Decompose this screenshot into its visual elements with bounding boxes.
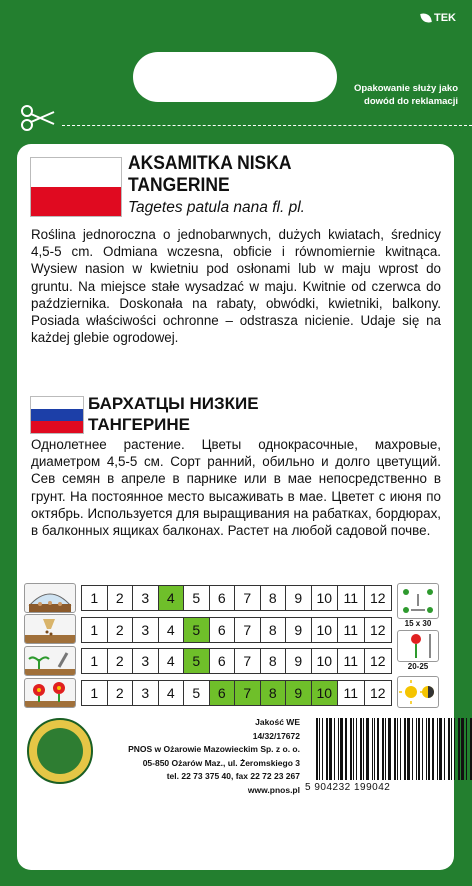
plant-height-icon	[397, 630, 439, 662]
month-cell: 6	[210, 649, 236, 673]
barcode-bar	[448, 718, 450, 780]
month-cell: 3	[133, 649, 159, 673]
transplanting-icon	[24, 646, 76, 676]
month-cell: 11	[338, 618, 365, 642]
brand-mark	[421, 12, 456, 24]
barcode-bar	[437, 718, 438, 780]
barcode-bar	[404, 718, 406, 780]
month-cell: 1	[82, 618, 108, 642]
barcode-bar	[412, 718, 413, 780]
month-cell: 3	[133, 681, 159, 705]
barcode-bar	[418, 718, 420, 780]
barcode-bar	[426, 718, 427, 780]
month-cell: 5	[184, 586, 210, 610]
month-cell: 1	[82, 586, 108, 610]
barcode-bar	[444, 718, 445, 780]
barcode-bar	[407, 718, 410, 780]
barcode-bar	[316, 718, 318, 780]
barcode-bar	[322, 718, 323, 780]
cut-line	[62, 125, 472, 126]
month-cell: 4	[159, 649, 185, 673]
month-cell: 2	[108, 586, 134, 610]
company-website: www.pnos.pl	[247, 784, 300, 795]
barcode-bar	[416, 718, 417, 780]
month-cell: 12	[369, 622, 386, 638]
month-cell: 12	[369, 685, 386, 701]
month-cell: 2	[108, 681, 134, 705]
barcode-bar	[466, 718, 467, 780]
month-cell: 4	[159, 586, 185, 610]
spacing-icon	[397, 583, 439, 619]
pnos-logo	[27, 718, 93, 784]
month-cell: 7	[235, 681, 261, 705]
calendar-row	[81, 648, 392, 674]
barcode-bar	[422, 718, 423, 780]
russian-flag-icon	[30, 396, 84, 434]
month-cell: 2	[108, 649, 134, 673]
barcode-bar	[397, 718, 398, 780]
month-cell: 9	[286, 586, 312, 610]
registration-code: 14/32/17672	[252, 730, 300, 741]
calendar-row	[81, 680, 392, 706]
company-phone: tel. 22 73 375 40, fax 22 72 23 267	[166, 771, 300, 781]
month-cell: 12	[369, 653, 386, 669]
barcode-bar	[334, 718, 335, 780]
barcode-bar	[454, 718, 455, 780]
month-cell: 3	[133, 586, 159, 610]
barcode-bar	[350, 718, 352, 780]
barcode-bar	[377, 718, 379, 780]
month-cell: 1	[82, 681, 108, 705]
scissors-icon	[20, 104, 56, 132]
plant-height-label: 20-25	[407, 662, 429, 671]
quality-mark: Jakość WE	[255, 717, 300, 727]
month-cell: 6	[210, 586, 236, 610]
month-cell: 9	[286, 618, 312, 642]
month-cell: 2	[108, 618, 134, 642]
barcode-bar	[360, 718, 362, 780]
barcode-bar	[382, 718, 384, 780]
company-name: PNOS w Ożarowie Mazowieckim Sp. z o. o.	[128, 744, 300, 754]
month-cell: 7	[235, 618, 261, 642]
barcode-bar	[388, 718, 391, 780]
polish-flag-icon	[30, 157, 122, 217]
barcode-bar	[400, 718, 401, 780]
russian-title	[88, 393, 259, 435]
month-cell: 8	[261, 618, 287, 642]
month-cell: 5	[184, 618, 210, 642]
russian-description: Однолетнее растение. Цветы однокрасочные, махровые, диаметром 4,5-5 см. Сорт ранний, обильно и долго цветущий. Сев семян в апреле в парнике или в мае непосредственно в грунт. На постоянное место высаживать в мае. Цветет с июня по октябрь. Используется для выращивания на рабатках, бордюрах, в балконных ящиках балконах. Растет на любой садовой почве.	[31, 437, 441, 539]
brand-text: TEK	[434, 12, 456, 24]
month-cell: 8	[261, 681, 287, 705]
month-cell: 10	[312, 649, 339, 673]
barcode-bar	[428, 718, 430, 780]
barcode-bar	[326, 718, 328, 780]
month-cell: 11	[338, 649, 365, 673]
barcode-bar	[461, 718, 464, 780]
russian-title-line1: БАРХАТЦЫ НИЗКИЕ	[88, 394, 259, 413]
month-cell: 12	[369, 590, 386, 606]
barcode-bar	[374, 718, 375, 780]
barcode-bar	[319, 718, 320, 780]
polish-title-line2: TANGERINE	[128, 175, 230, 196]
barcode-bar	[439, 718, 442, 780]
barcode-bar	[366, 718, 369, 780]
barcode-bar	[329, 718, 332, 780]
month-cell: 7	[235, 586, 261, 610]
polish-description: Roślina jednoroczna o jednobarwnych, dużych kwiatach, średnicy 4,5-5 cm. Odmiana wczesna, obficie i równomiernie kwitnąca. Wysiew nasion w kwietniu pod osłonami lub w maju wprost do gruntu. Na miejsce stałe wysadzać w maju. Kwitnie od czerwca do października. Doskonała na rabaty, obwódki, kwietniki, balkony. Posiada właściwości ochronne – odstrasza nicienie. Udaje się na każdej glebie ogrodowej.	[31, 227, 441, 346]
barcode-bar	[340, 718, 343, 780]
russian-title-line2: ТАНГЕРИНЕ	[88, 415, 191, 434]
sun-exposure-icon	[397, 676, 439, 708]
hanging-hole	[133, 52, 337, 102]
month-cell: 10	[312, 586, 339, 610]
polish-title-line1: AKSAMITKA NISKA	[128, 153, 292, 174]
month-cell: 10	[312, 618, 339, 642]
leaf-icon	[420, 12, 432, 24]
month-cell: 9	[286, 681, 312, 705]
latin-name: Tagetes patula nana fl. pl.	[128, 199, 305, 216]
complaint-note: Opakowanie służy jako dowód do reklamacji	[353, 83, 458, 107]
month-cell: 10	[312, 681, 339, 705]
barcode-number: 5 904232 199042	[305, 782, 391, 793]
calendar-row	[81, 585, 392, 611]
month-cell: 4	[159, 618, 185, 642]
barcode-bar	[363, 718, 364, 780]
barcode-bar	[394, 718, 396, 780]
barcode-bar	[345, 718, 347, 780]
barcode-bar	[338, 718, 339, 780]
month-cell: 5	[184, 681, 210, 705]
greenhouse-sowing-icon	[24, 583, 76, 613]
month-cell: 6	[210, 681, 236, 705]
flowering-icon	[24, 678, 76, 708]
company-address: 05-850 Ożarów Maz., ul. Żeromskiego 3	[142, 757, 300, 768]
month-cell: 11	[338, 586, 365, 610]
month-cell: 4	[159, 681, 185, 705]
barcode-bar	[353, 718, 354, 780]
polish-title	[128, 153, 291, 197]
calendar-row	[81, 617, 392, 643]
spacing-label: 15 x 30	[404, 619, 432, 628]
barcode-bar	[432, 718, 434, 780]
barcode-bar	[458, 718, 460, 780]
month-cell: 5	[184, 649, 210, 673]
month-cell: 8	[261, 586, 287, 610]
producer-info	[100, 716, 300, 797]
month-cell: 11	[338, 681, 365, 705]
barcode-bar	[385, 718, 386, 780]
barcode-bar	[372, 718, 373, 780]
barcode	[316, 718, 440, 780]
month-cell: 8	[261, 649, 287, 673]
barcode-bar	[356, 718, 357, 780]
month-cell: 9	[286, 649, 312, 673]
barcode-bar	[451, 718, 452, 780]
month-cell: 7	[235, 649, 261, 673]
month-cell: 1	[82, 649, 108, 673]
outdoor-sowing-icon	[24, 614, 76, 644]
month-cell: 6	[210, 618, 236, 642]
month-cell: 3	[133, 618, 159, 642]
